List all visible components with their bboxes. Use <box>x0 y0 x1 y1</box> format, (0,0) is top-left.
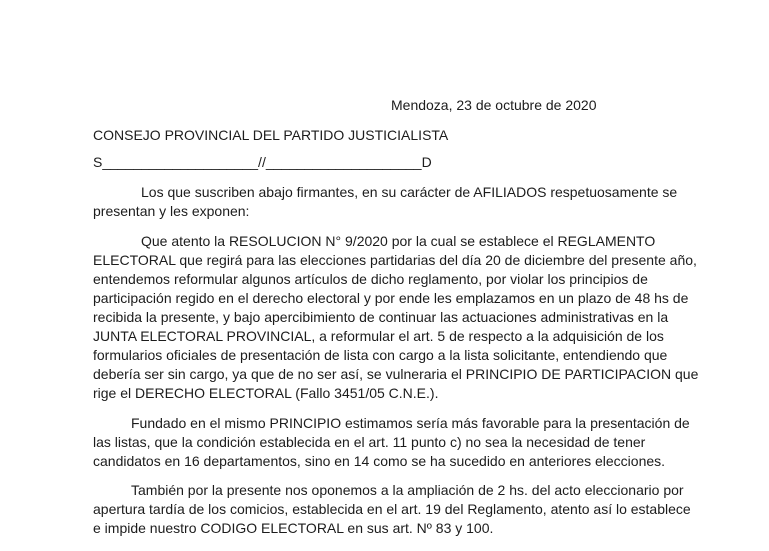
paragraph1-line: ELECTORAL que regirá para las elecciones partidarias del día 20 de diciembre del presente año, <box>93 252 697 268</box>
paragraph3-line: e impide nuestro CODIGO ELECTORAL en sus art. Nº 83 y 100. <box>93 520 494 536</box>
paragraph1-line: debería ser sin cargo, ya que de no ser así, se vulneraria el PRINCIPIO DE PARTICIPACION que <box>93 366 699 382</box>
sd-line: S____________________//____________________D <box>93 154 432 170</box>
paragraph1-line: rige el DERECHO ELECTORAL (Fallo 3451/05 C.N.E.). <box>93 385 439 401</box>
paragraph1-line: Que atento la RESOLUCION N° 9/2020 por la cual se establece el REGLAMENTO <box>141 233 656 249</box>
paragraph3-line: También por la presente nos oponemos a la ampliación de 2 hs. del acto eleccionario por <box>131 482 684 498</box>
paragraph1-line: entendemos reformular algunos artículos de dicho reglamento, por violar los principios de <box>93 271 648 287</box>
paragraph1-line: JUNTA ELECTORAL PROVINCIAL, a reformular el art. 5 de respecto a la adquisición de los <box>93 328 664 344</box>
intro-line: Los que suscriben abajo firmantes, en su carácter de AFILIADOS respetuosamente se <box>141 184 678 200</box>
paragraph1-line: recibida la presente, y bajo apercibimiento de continuar las actuaciones administrativas en la <box>93 309 669 325</box>
paragraph2-line: Fundado en el mismo PRINCIPIO estimamos sería más favorable para la presentación de <box>131 415 690 431</box>
paragraph1-line: formularios oficiales de presentación de lista con cargo a la lista solicitante, entendiendo que <box>93 347 668 363</box>
paragraph2-line: candidatos en 16 departamentos, sino en 14 como se ha sucedido en anteriores elecciones. <box>93 453 666 469</box>
paragraph1-line: participación regido en el derecho electoral y por ende les emplazamos en un plazo de 48 hs de <box>93 290 689 306</box>
intro-line: presentan y les exponen: <box>93 203 250 219</box>
date-line: Mendoza, 23 de octubre de 2020 <box>391 97 597 113</box>
paragraph2-line: las listas, que la condición establecida en el art. 11 punto c) no sea la necesidad de tener <box>93 434 646 450</box>
paragraph3-line: apertura tardía de los comicios, establecida en el art. 19 del Reglamento, atento así lo establece <box>93 501 691 517</box>
addressee: CONSEJO PROVINCIAL DEL PARTIDO JUSTICIALISTA <box>93 127 449 143</box>
